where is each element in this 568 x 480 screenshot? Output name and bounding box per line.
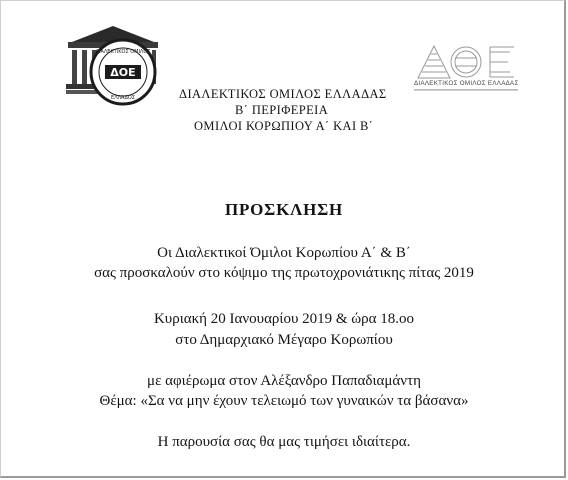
invitation-line-hosts: Οι Διαλεκτικοί Όμιλοι Κορωπίου Α΄ & Β΄: [157, 245, 411, 261]
svg-text:ΔΙΑΛΕΚΤΙΚΟΣ ΟΜΙΛΟΣ: ΔΙΑΛΕΚΤΙΚΟΣ ΟΜΙΛΟΣ: [95, 49, 151, 55]
invitation-line-venue: στο Δημαρχιακό Μέγαρο Κορωπίου: [175, 332, 393, 348]
org-region-line: Β΄ ΠΕΡΙΦΕΡΕΙΑ: [235, 103, 329, 117]
parthenon-emblem-icon: [58, 20, 168, 112]
invitation-line-theme: Θέμα: «Σα να μην έχουν τελειωμό των γυναικών τα βάσανα»: [99, 393, 469, 409]
invitation-line-closing: Η παρουσία σας θα μας τιμήσει ιδιαίτερα.: [157, 434, 411, 450]
right-logo-subcaption-graphic: [414, 88, 524, 93]
invitation-line-tribute: με αφιέρωμα στον Αλέξανδρο Παπαδιαμάντη: [147, 373, 421, 389]
emblem-badge-text: ΔΟΕ: [110, 66, 136, 79]
invitation-line-date: Κυριακή 20 Ιανουαρίου 2019 & ώρα 18.οο: [153, 311, 415, 327]
org-name-line: ΔΙΑΛΕΚΤΙΚΟΣ ΟΜΙΛΟΣ ΕΛΛΑΔΑΣ: [179, 87, 387, 101]
right-logo-caption: ΔΙΑΛΕΚΤΙΚΟΣ ΟΜΙΛΟΣ ΕΛΛΑΔΑΣ: [414, 80, 519, 87]
doe-triangle-logo-icon: [410, 44, 520, 94]
org-groups-line: ΟΜΙΛΟΙ ΚΟΡΩΠΙΟΥ Α΄ ΚΑΙ Β΄: [194, 119, 374, 133]
invitation-line-event: σας προσκαλούν στο κόψιμο της πρωτοχρονιάτικης πίτας 2019: [94, 265, 474, 281]
svg-text:ΕΛΛΑΔΟΣ: ΕΛΛΑΔΟΣ: [111, 95, 135, 101]
invitation-title: ΠΡΟΣΚΛΗΣΗ: [224, 200, 344, 219]
